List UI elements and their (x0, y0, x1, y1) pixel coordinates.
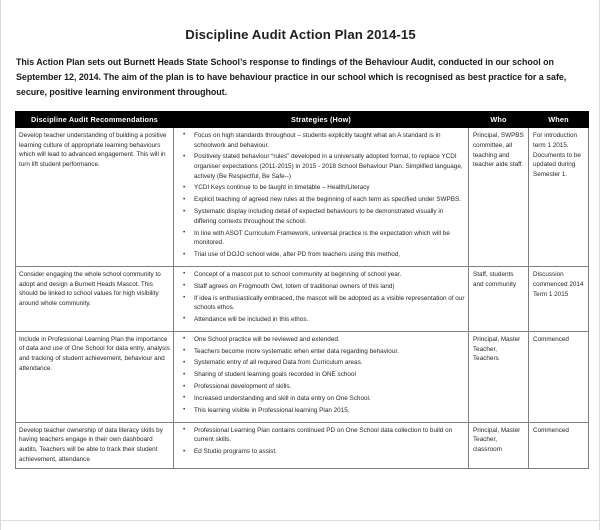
list-item: • YCDI Keys continue to be taught in timetable – Health/Literacy (192, 183, 465, 193)
list-item: • Trial use of DOJO school wide, after PD from teachers using this method, (192, 250, 465, 260)
intro-paragraph: This Action Plan sets out Burnett Heads State School’s response to findings of the Behaviour Audit, conducted in our school on September 12, 2014. The aim of the plan is to have behaviour practice in our school which is recognised as best practice for a safe, secure, positive learning environment throughout. (16, 57, 567, 97)
page-content (1, 0, 599, 469)
list-item: • Increased understanding and skill in data entry on One School. (192, 394, 465, 404)
who-text: Staff, students and community (473, 270, 517, 288)
list-item: • Systematic entry of all required Data from Curriculum areas. (192, 358, 465, 368)
list-item: • Attendance will be included in this ethos. (192, 315, 465, 325)
page-bottom-divider (1, 520, 599, 521)
list-item: • Explicit teaching of agreed new rules at the beginning of each term as specified under SWPBS. (192, 195, 465, 205)
cell-who (469, 127, 529, 266)
list-item: • Focus on high standards throughout – students explicitly taught what an A standard is in schoolwork and behaviour. (192, 131, 465, 150)
action-plan-table (15, 111, 589, 469)
column-header-when: When (529, 111, 589, 127)
cell-when (529, 331, 589, 422)
cell-strategies (174, 266, 469, 331)
cell-strategies (174, 127, 469, 266)
cell-who (469, 422, 529, 469)
when-text: Discussion commenced 2014 Term 1 2015 (533, 270, 584, 298)
cell-recommendation (16, 331, 174, 422)
page-title: Discipline Audit Action Plan 2014-15 (185, 27, 416, 42)
cell-who (469, 331, 529, 422)
table-body (16, 127, 589, 468)
cell-strategies (174, 331, 469, 422)
table-header (16, 111, 589, 127)
when-text: Commenced (533, 335, 569, 343)
when-text: For introduction term 1 2015. Documents to be updated during Semester 1. (533, 131, 581, 179)
recommendation-text: Develop teacher ownership of data literacy skills by having teachers engage in their own dashboard audits. Teachers will be able to track their student achievement, attendance (19, 426, 163, 463)
cell-recommendation (16, 127, 174, 266)
cell-recommendation (16, 266, 174, 331)
cell-recommendation (16, 422, 174, 469)
list-item: • This learning visible in Professional learning Plan 2015. (192, 406, 465, 416)
table-header-row (16, 111, 589, 127)
strategy-list (176, 426, 465, 457)
cell-when (529, 127, 589, 266)
cell-who (469, 266, 529, 331)
cell-when (529, 422, 589, 469)
column-header-strategies: Strategies (How) (174, 111, 469, 127)
strategy-list (176, 131, 465, 260)
recommendation-text: Consider engaging the whole school community to adopt and design a Burnett Heads Mascot. This should be linked to school values for high visibility around whole community. (19, 270, 161, 307)
list-item: • Positively stated behaviour “rules” developed in a universally adopted format, to replace YCDI organiser expectations (2011-2015) in 2015 - 2018 School Behaviour Plan. Simplified language, actively (Be Respectful, Be Safe--) (192, 152, 465, 181)
column-header-who: Who (469, 111, 529, 127)
recommendation-text: Include in Professional Learning Plan the importance of data and use of One School for data entry, analysis and tracking of student achievement, behaviour and attendance. (19, 335, 170, 372)
who-text: Principal, SWPBS committee, all teaching and teacher aide staff. (473, 131, 524, 169)
cell-strategies (174, 422, 469, 469)
table-row (16, 127, 589, 266)
list-item: • Teachers become more systematic when enter data regarding behaviour. (192, 347, 465, 357)
table-row (16, 331, 589, 422)
when-text: Commenced (533, 426, 569, 434)
column-header-recommendations: Discipline Audit Recommendations (16, 111, 174, 127)
list-item: • Systematic display including detail of expected behaviours to be demonstrated visually in differing contexts throughout the school. (192, 207, 465, 226)
table-row (16, 422, 589, 469)
list-item: • Professional Learning Plan contains continued PD on One School data collection to build on current skills. (192, 426, 465, 445)
strategy-list (176, 270, 465, 325)
list-item: • One School practice will be reviewed and extended. (192, 335, 465, 345)
action-plan-table-container (15, 111, 586, 469)
list-item: • Professional development of skills. (192, 382, 465, 392)
cell-when (529, 266, 589, 331)
list-item: • In line with ASOT Curriculum Framework, universal practice is the expectation which will be monitored. (192, 229, 465, 248)
list-item: • If idea is enthusiastically embraced, the mascot will be adopted as a visible representation of our schools ethos. (192, 294, 465, 313)
who-text: Principal, Master Teacher, Teachers (473, 335, 521, 363)
list-item: • Sharing of student learning goals recorded in ONE school (192, 370, 465, 380)
who-text: Principal, Master Teacher, classroom (473, 426, 521, 454)
list-item: • Staff agrees on Frogmouth Owl, totem of traditional owners of this land) (192, 282, 465, 292)
list-item: • Ed Studio programs to assist. (192, 447, 465, 457)
recommendation-text: Develop teacher understanding of building a positive learning culture of appropriate learning behaviours which will lead to advanced engagement. This will in turn lift student performance. (19, 131, 167, 168)
strategy-list (176, 335, 465, 416)
list-item: • Concept of a mascot put to school community at beginning of school year. (192, 270, 465, 280)
table-row (16, 266, 589, 331)
